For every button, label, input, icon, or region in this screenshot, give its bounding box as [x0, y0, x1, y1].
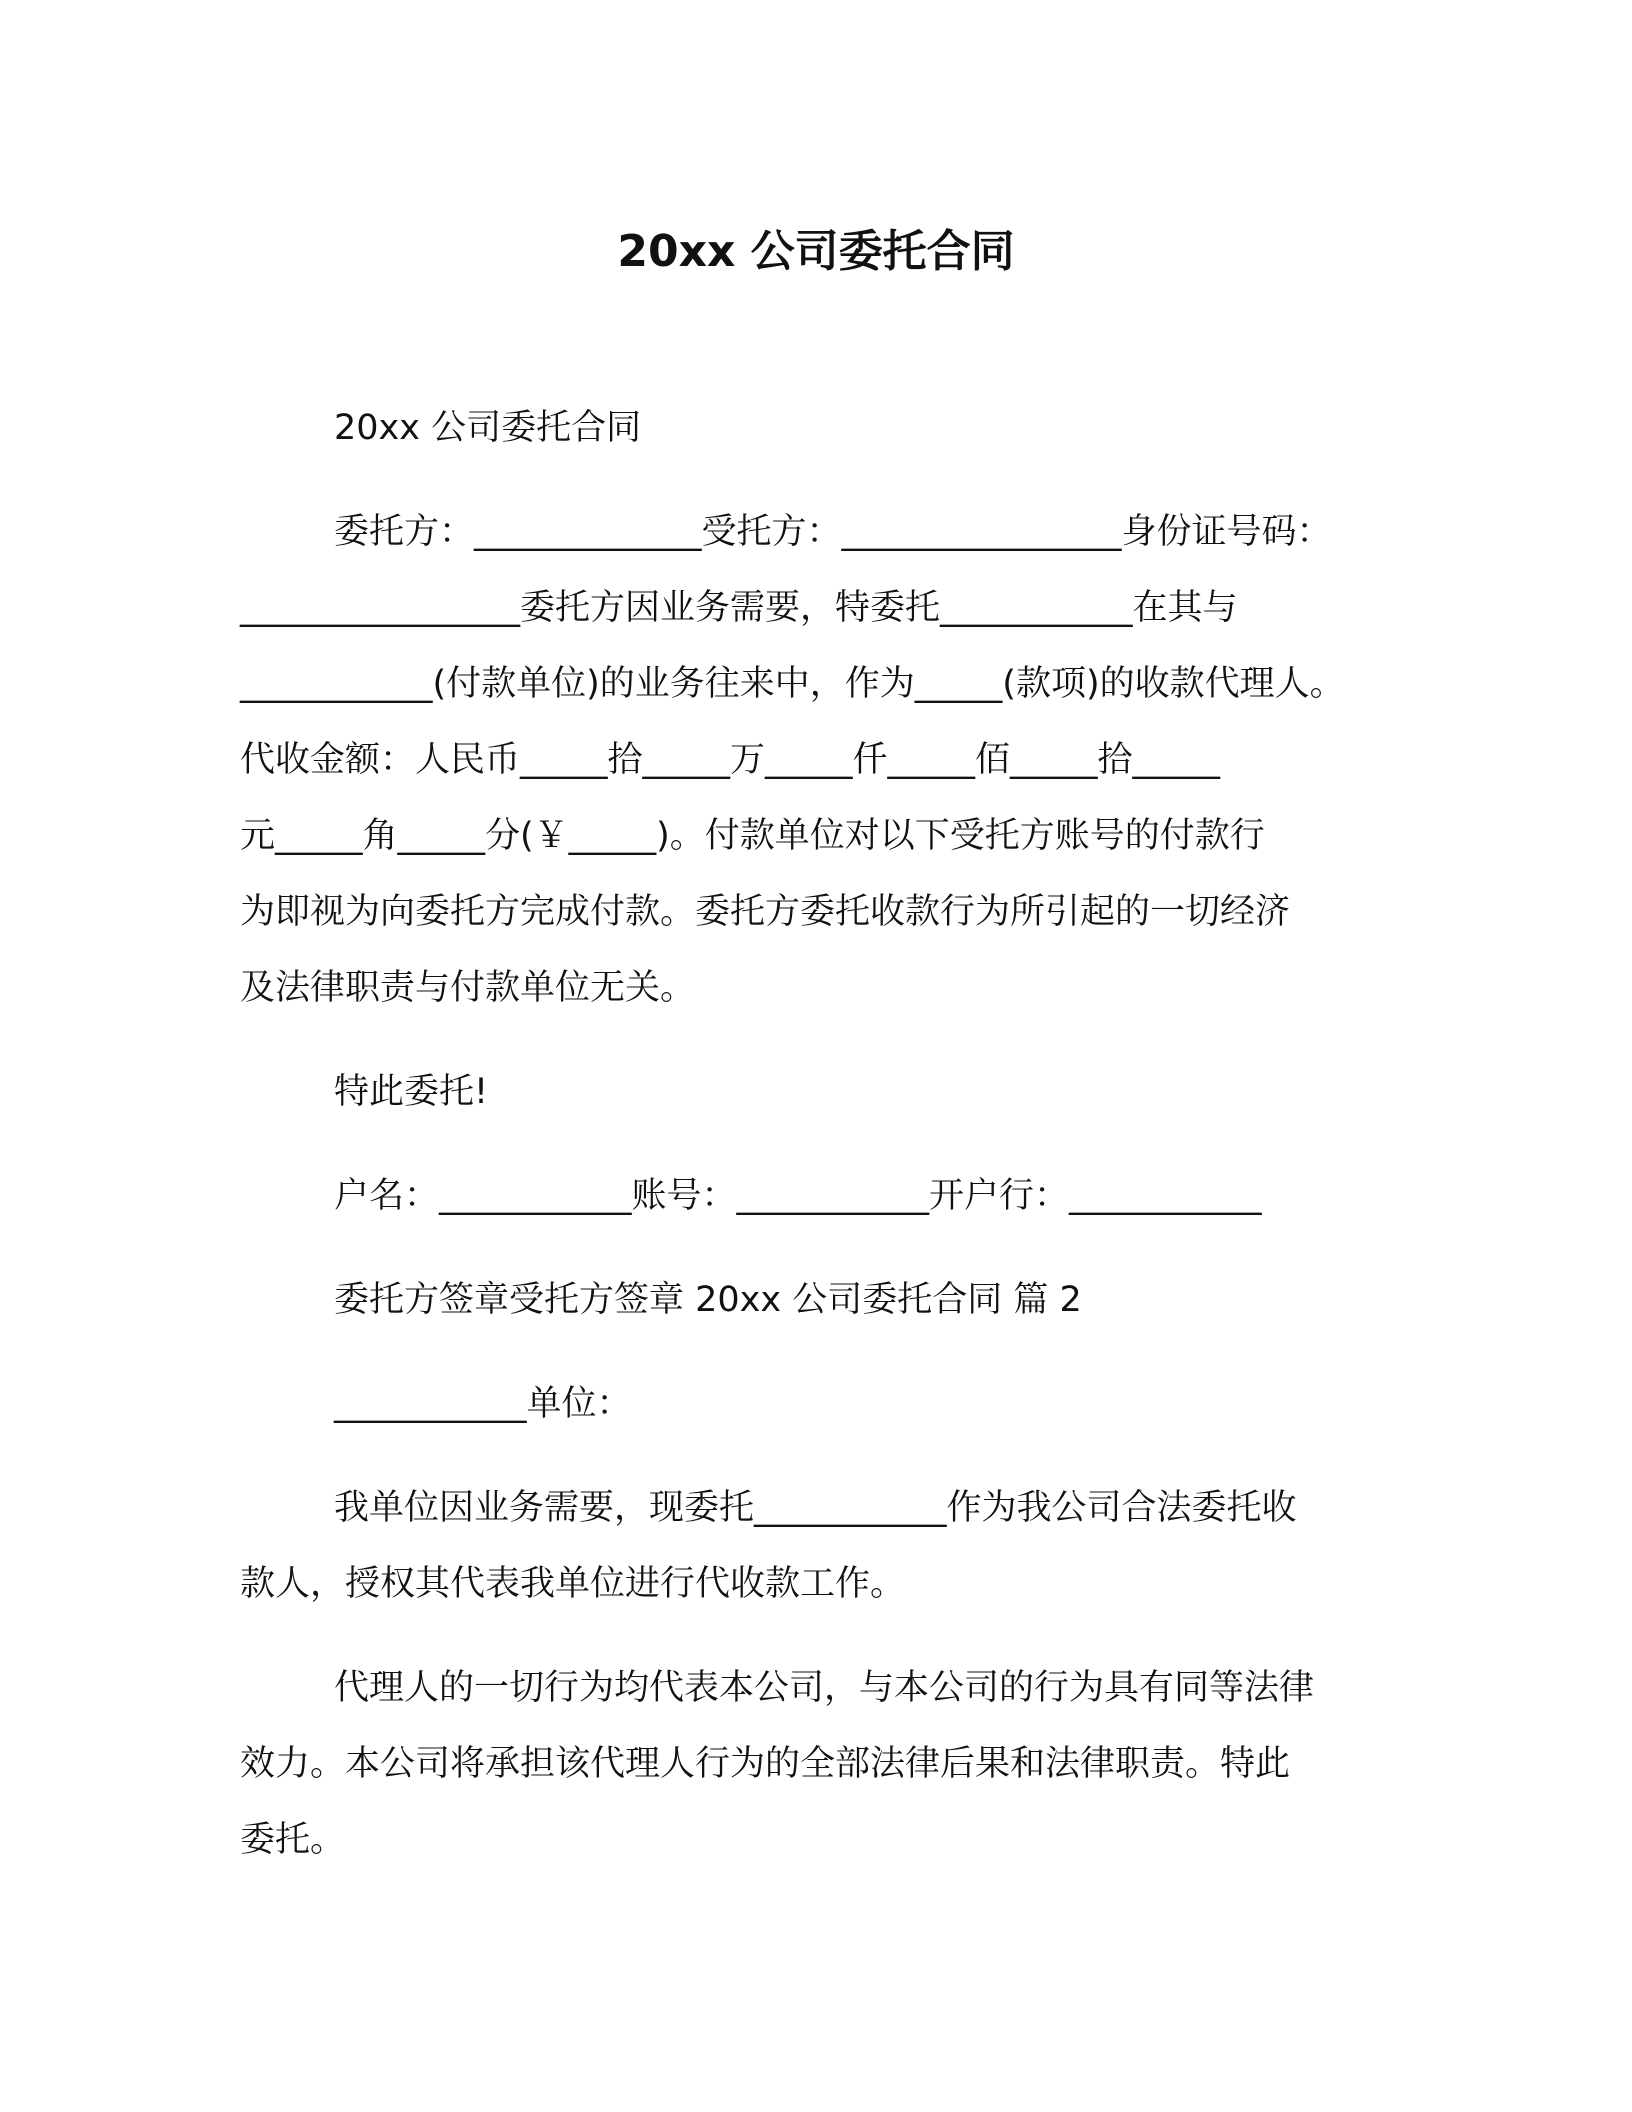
text-line: 20xx 公司委托合同 — [334, 408, 642, 448]
text-line: 代理人的一切行为均代表本公司，与本公司的行为具有同等法律 — [334, 1668, 1315, 1708]
text-line: 效力。本公司将承担该代理人行为的全部法律后果和法律职责。特此 — [240, 1744, 1291, 1784]
document-body — [240, 390, 1410, 1878]
hereby-paragraph — [240, 1054, 1410, 1130]
text-line: 款人，授权其代表我单位进行代收款工作。 — [240, 1564, 906, 1604]
legal-effect-paragraph — [240, 1650, 1410, 1878]
text-line: 我单位因业务需要，现委托___________作为我公司合法委托收 — [334, 1488, 1297, 1528]
subtitle-paragraph — [240, 390, 1410, 466]
text-line: ___________(付款单位)的业务往来中，作为_____(款项)的收款代理人。 — [240, 664, 1345, 704]
text-line: 为即视为向委托方完成付款。委托方委托收款行为所引起的一切经济 — [240, 892, 1291, 932]
entrust-clause-paragraph — [240, 494, 1410, 1026]
unit-paragraph — [240, 1366, 1410, 1442]
text-line: 元_____角_____分(￥_____)。付款单位对以下受托方账号的付款行 — [240, 816, 1265, 856]
text-line: 委托。 — [240, 1820, 346, 1860]
account-info-paragraph — [240, 1158, 1410, 1234]
text-line: ___________单位： — [334, 1384, 632, 1424]
text-line: ________________委托方因业务需要，特委托___________在其与 — [240, 588, 1238, 628]
document-title: 20xx 公司委托合同 — [617, 226, 1015, 277]
text-line: 代收金额：人民币_____拾_____万_____仟_____佰_____拾_____ — [240, 740, 1221, 780]
text-line: 委托方签章受托方签章 20xx 公司委托合同 篇 2 — [334, 1280, 1082, 1320]
text-line: 户名：___________账号：___________开户行：___________ — [334, 1176, 1262, 1216]
authorization-paragraph — [240, 1470, 1410, 1622]
text-line: 委托方：_____________受托方：________________身份证号码： — [334, 512, 1332, 552]
text-line: 及法律职责与付款单位无关。 — [240, 968, 696, 1008]
signatures-paragraph — [240, 1262, 1410, 1338]
text-line: 特此委托! — [334, 1072, 489, 1112]
